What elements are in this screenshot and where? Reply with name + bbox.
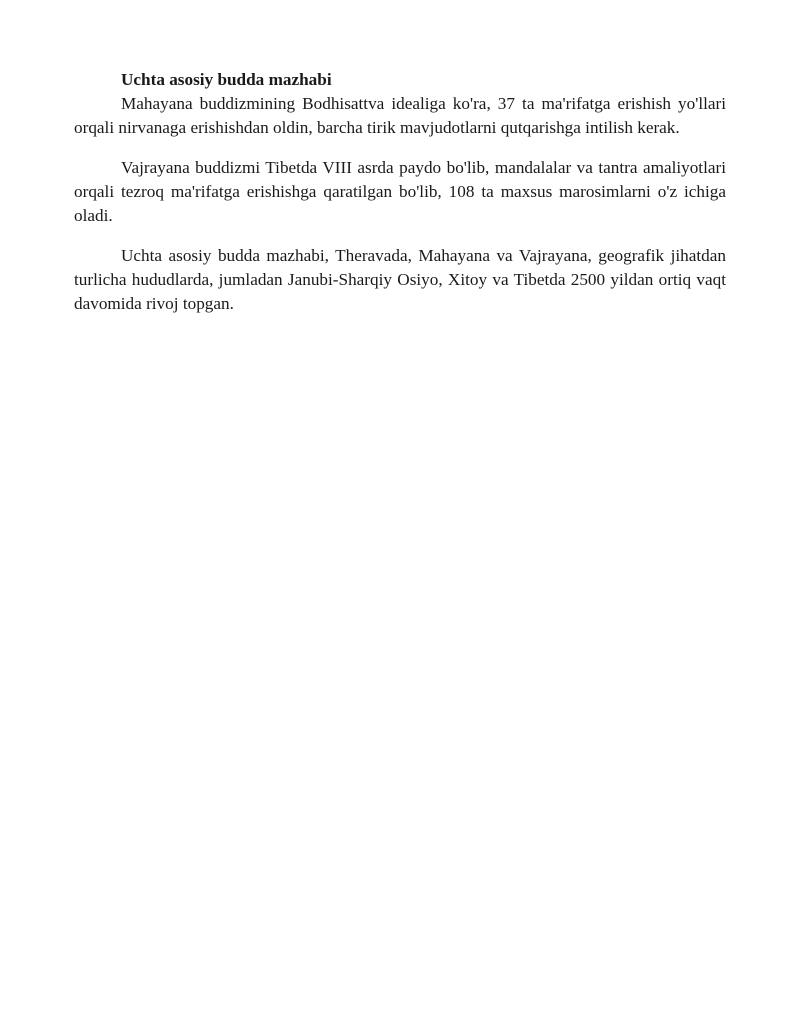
paragraph-mahayana: Mahayana buddizmining Bodhisattva idealiga ko'ra, 37 ta ma'rifatga erishish yo'llari orqali nirvanaga erishishdan oldin, barcha tirik mavjudotlarni qutqarishga intilish kerak. xyxy=(74,94,726,137)
section-heading: Uchta asosiy budda mazhabi xyxy=(121,70,332,89)
paragraph-vajrayana: Vajrayana buddizmi Tibetda VIII asrda paydo bo'lib, mandalalar va tantra amaliyotlari orqali tezroq ma'rifatga erishishga qaratilgan bo'lib, 108 ta maxsus marosimlarni o'z ichiga oladi. xyxy=(74,158,726,225)
document-page xyxy=(74,68,726,316)
paragraph-three-schools: Uchta asosiy budda mazhabi, Theravada, Mahayana va Vajrayana, geografik jihatdan turlicha hududlarda, jumladan Janubi-Sharqiy Osiyo, Xitoy va Tibetda 2500 yildan ortiq vaqt davomida rivoj topgan. xyxy=(74,246,726,313)
